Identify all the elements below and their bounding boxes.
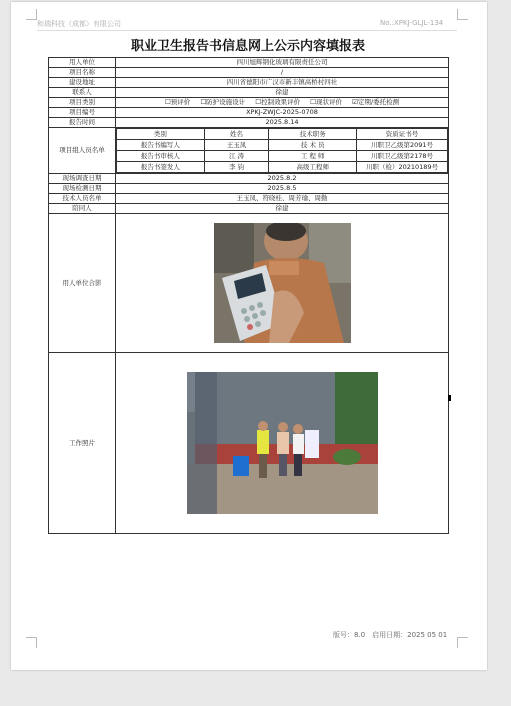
header-doc-code: No.:XPKJ-GLJL-134	[380, 19, 444, 27]
sampling-date-value: 2025.8.5	[116, 184, 449, 194]
staff-row	[117, 162, 448, 173]
staff-row	[117, 140, 448, 151]
row-label: 用人单位合影	[49, 214, 116, 353]
staff-header: 资质证书号	[357, 129, 448, 140]
table-row	[49, 353, 449, 534]
staff-header: 类别	[117, 129, 205, 140]
report-date-value: 2025.8.14	[116, 118, 449, 128]
document-title: 职业卫生报告书信息网上公示内容填报表	[130, 39, 365, 54]
checkbox-option[interactable]	[310, 98, 342, 107]
row-label: 现场调查日期	[49, 174, 116, 184]
staff-cell: 李 钧	[204, 162, 269, 173]
table-row	[49, 108, 449, 118]
scroll-gutter	[488, 0, 511, 706]
option-label: 预评价	[170, 98, 191, 106]
staff-cell: 报告书签发人	[117, 162, 205, 173]
table-row	[49, 174, 449, 184]
header-rule	[37, 30, 457, 31]
crop-mark	[457, 637, 468, 648]
staff-cell: 王玉凤	[204, 140, 269, 151]
table-row	[49, 68, 449, 78]
row-label: 技术人员名单	[49, 194, 116, 204]
row-label: 工作照片	[49, 353, 116, 534]
staff-cell: 川职卫乙级第2091号	[357, 140, 448, 151]
staff-row	[117, 151, 448, 162]
address-value: 四川省德阳市广汉市新丰镇高桥村四社	[116, 78, 449, 88]
staff-cell: 川职（检）20210189号	[357, 162, 448, 173]
employer-value: 四川旭辉钢化玻璃有限责任公司	[116, 58, 449, 68]
option-label: 定期/委托检测	[357, 98, 400, 106]
table-row	[49, 128, 449, 174]
table-row	[49, 204, 449, 214]
staff-cell	[116, 128, 449, 174]
crop-mark	[26, 637, 37, 648]
checkbox-option[interactable]	[352, 98, 399, 107]
option-label: 防护设施设计	[206, 98, 246, 106]
row-label: 项目组人员名单	[49, 128, 116, 174]
work-photo	[187, 372, 378, 514]
table-row	[49, 194, 449, 204]
project-no-value: XPKJ-ZWJC-2025-0708	[116, 108, 449, 118]
employer-photo-cell	[116, 214, 449, 353]
table-row	[49, 118, 449, 128]
staff-cell: 江 涛	[204, 151, 269, 162]
row-label: 建设地址	[49, 78, 116, 88]
row-label: 项目名称	[49, 68, 116, 78]
photo-image	[187, 372, 378, 514]
staff-cell: 报告书审核人	[117, 151, 205, 162]
table-row	[49, 98, 449, 108]
technicians-value: 王玉凤、符晓桂、周芳瑜、周勤	[116, 194, 449, 204]
staff-header: 技术职务	[269, 129, 357, 140]
option-label: 控制效果评价	[261, 98, 301, 106]
checkbox-checked-icon: ☑	[352, 98, 358, 106]
footer-version: 版号：8.0 启用日期：2025 05 01	[333, 631, 448, 639]
row-label: 项目类别	[49, 98, 116, 108]
accompany-value: 徐建	[116, 204, 449, 214]
checkbox-option[interactable]	[255, 98, 300, 107]
report-table	[48, 57, 449, 534]
header-company: 和瑞科技（成都）有限公司	[37, 20, 121, 28]
row-label: 报告时间	[49, 118, 116, 128]
staff-cell: 技 术 员	[269, 140, 357, 151]
staff-header: 姓名	[204, 129, 269, 140]
staff-cell: 报告书编写人	[117, 140, 205, 151]
table-resize-handle[interactable]	[448, 395, 451, 401]
staff-header-row	[117, 129, 448, 140]
category-options	[116, 98, 449, 108]
checkbox-option[interactable]	[165, 98, 190, 107]
photo-image	[214, 223, 351, 343]
row-label: 联系人	[49, 88, 116, 98]
checkbox-icon: ☐	[200, 98, 207, 106]
project-name-value: /	[116, 68, 449, 78]
work-photo-cell	[116, 353, 449, 534]
employer-group-photo	[214, 223, 351, 343]
staff-cell: 高级工程师	[269, 162, 357, 173]
checkbox-icon: ☐	[164, 98, 171, 106]
row-label: 项目编号	[49, 108, 116, 118]
staff-table	[116, 128, 448, 173]
table-row	[49, 214, 449, 353]
table-row	[49, 88, 449, 98]
crop-mark	[26, 9, 37, 20]
table-row	[49, 78, 449, 88]
contact-value: 徐建	[116, 88, 449, 98]
checkbox-icon: ☐	[255, 98, 262, 106]
checkbox-icon: ☐	[310, 98, 316, 106]
crop-mark	[457, 9, 468, 20]
table-row	[49, 184, 449, 194]
row-label: 陪同人	[49, 204, 116, 214]
option-label: 现状评价	[315, 98, 342, 106]
survey-date-value: 2025.8.2	[116, 174, 449, 184]
table-row	[49, 58, 449, 68]
staff-cell: 工 程 师	[269, 151, 357, 162]
row-label: 现场检测日期	[49, 184, 116, 194]
staff-cell: 川职卫乙级第2178号	[357, 151, 448, 162]
row-label: 用人单位	[49, 58, 116, 68]
checkbox-option[interactable]	[200, 98, 245, 107]
